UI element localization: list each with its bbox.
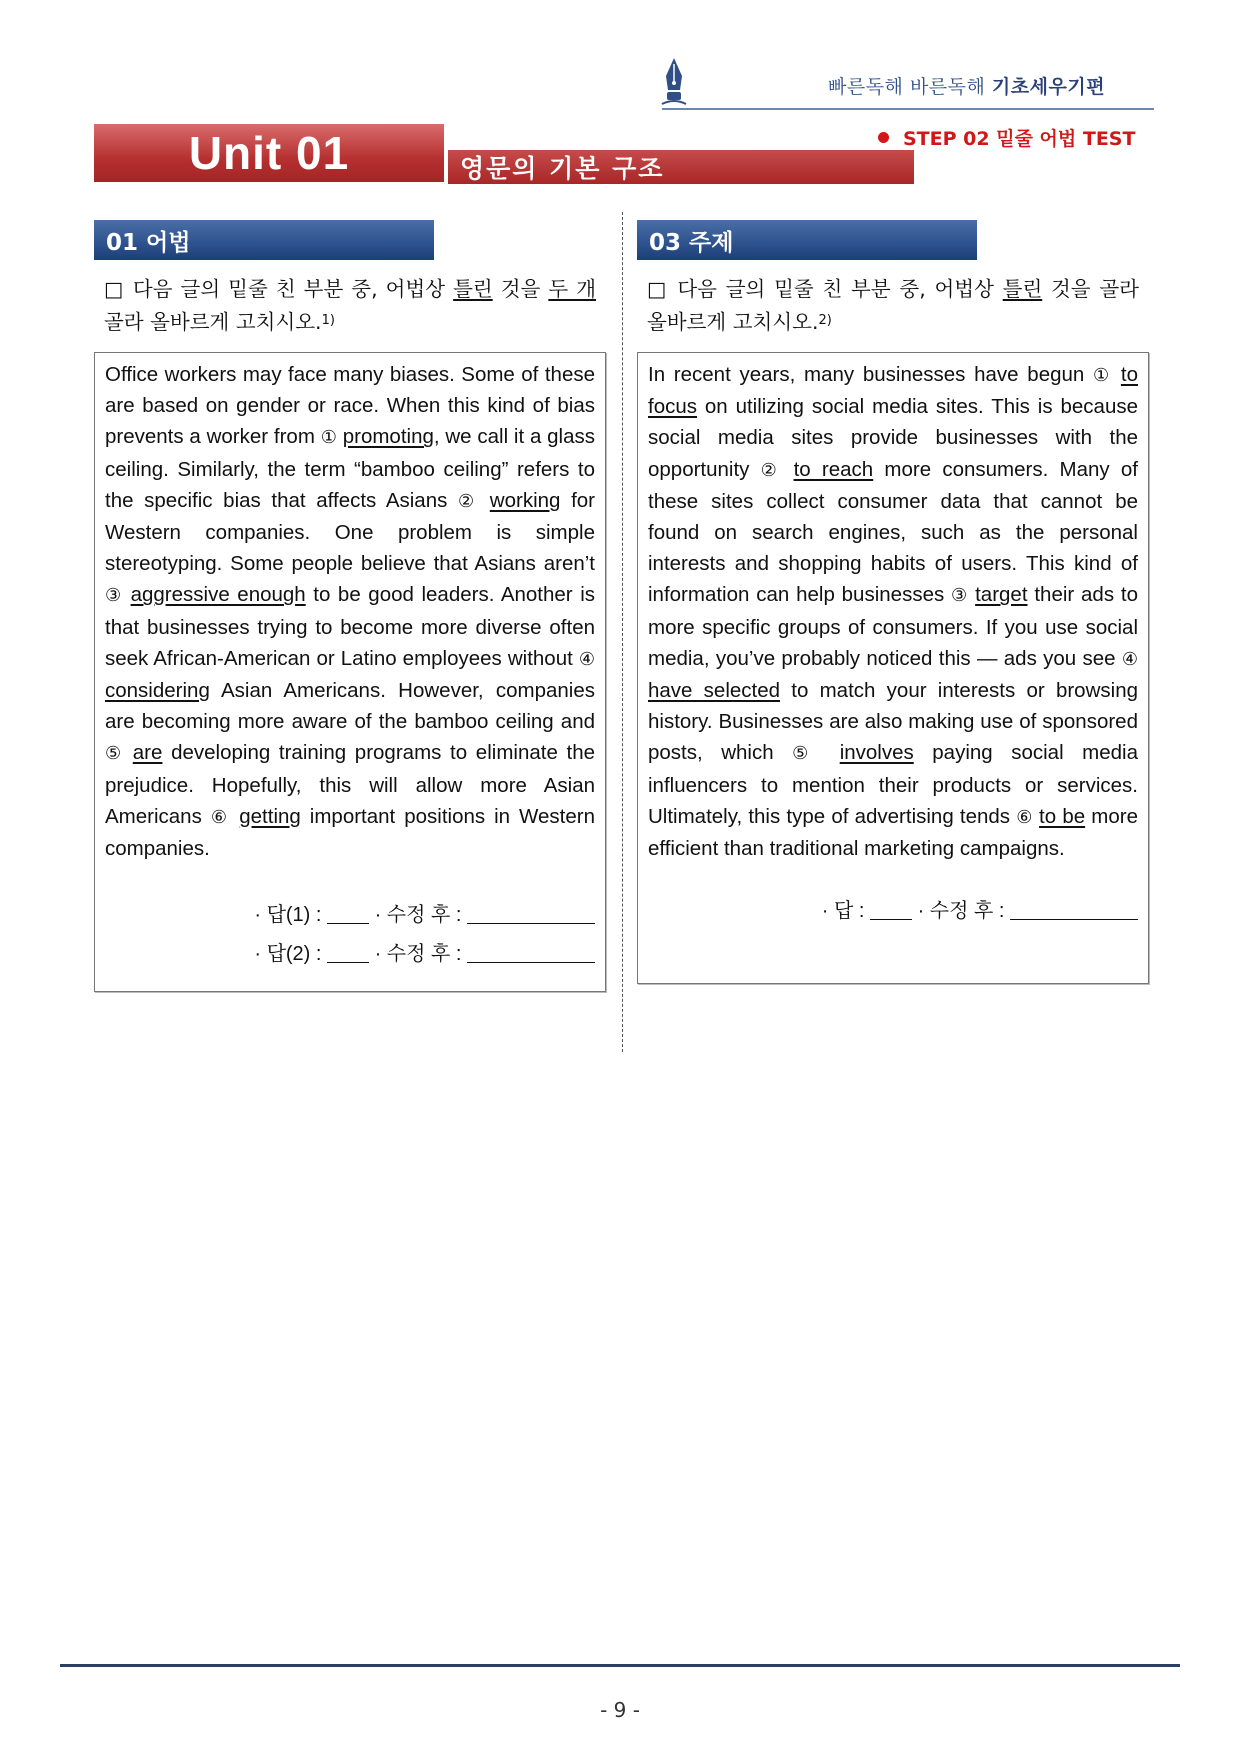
instruction-underline: 틀린 xyxy=(1002,277,1043,301)
instruction-2 xyxy=(647,274,1139,338)
revise-label: · 수정 후 : xyxy=(374,943,462,966)
underlined-choice: getting xyxy=(239,804,301,828)
passage-box-1 xyxy=(94,352,606,992)
answer-line-1 xyxy=(105,898,595,927)
section-heading-topic: 03 주제 xyxy=(637,220,977,260)
revise-blank[interactable] xyxy=(467,944,595,963)
column-divider xyxy=(622,212,623,1052)
choice-number: ④ xyxy=(578,648,595,670)
revise-blank[interactable] xyxy=(467,905,595,924)
underlined-choice: to be xyxy=(1039,804,1086,828)
fountain-pen-icon xyxy=(660,56,688,108)
unit-title: Unit 01 xyxy=(94,124,444,182)
choice-number: ④ xyxy=(1121,648,1138,670)
underlined-choice: to reach xyxy=(793,457,874,481)
page-number: - 9 - xyxy=(600,1698,640,1722)
choice-number: ⑥ xyxy=(1016,806,1033,828)
passage-1: Office workers may face many biases. Some of these are based on gender or race. When this kind of bias prevents a worker from ① promoting, we call it a glass ceiling. Similarly, the term “bamboo ceiling” refers to the specific bias that affects Asians ② working for Western companies. One problem is simple stereotyping. Some people believe that Asians aren’t ③ aggressive enough to be good leaders. Another is that businesses trying to become more diverse often seek African-American or Latino employees without ④ considering Asian Americans. However, companies are becoming more aware of the bamboo ceiling and ⑤ are developing training programs to eliminate the prejudice. Hopefully, this will allow more Asian Americans ⑥ getting important positions in Western companies. xyxy=(105,363,596,861)
underlined-choice: to focus xyxy=(648,363,1138,419)
underlined-choice: have selected xyxy=(648,679,781,703)
book-title-bold: 기초세우기편 xyxy=(991,76,1106,98)
revise-label: · 수정 후 : xyxy=(917,900,1005,923)
choice-number: ③ xyxy=(951,585,969,607)
instruction-1 xyxy=(104,274,596,338)
passage-2: In recent years, many businesses have begun ① to focus on utilizing social media sites. This is because social media sites provide businesses with the opportunity ② to reach more consumers. Many of these sites collect consumer data that cannot be found on search engines, such as the personal interests and shopping habits of users. This kind of information can help businesses ③ target their ads to more specific groups of consumers. If you use social media, you’ve probably noticed this — ads you see ④ have selected to match your interests or browsing history. Businesses are also making use of sponsored posts, which ⑤ involves paying social media influencers to mention their products or services. Ultimately, this type of advertising tends ⑥ to be more efficient than traditional marketing campaigns. xyxy=(648,363,1139,861)
instruction-text: 것을 xyxy=(492,277,549,301)
instruction-text: □ 다음 글의 밑줄 친 부분 중, 어법상 xyxy=(104,277,454,301)
unit-subtitle: 영문의 기본 구조 xyxy=(448,150,914,184)
answer-blank[interactable] xyxy=(327,944,369,963)
footnote-ref: 2) xyxy=(818,313,832,328)
header-divider xyxy=(662,108,1154,110)
instruction-underline: 틀린 xyxy=(453,277,493,301)
revise-label: · 수정 후 : xyxy=(374,904,462,927)
underlined-choice: target xyxy=(975,583,1028,607)
book-title-light: 빠른독해 바른독해 xyxy=(828,76,986,98)
answer-label: · 답(2) : xyxy=(254,943,322,966)
choice-number: ⑤ xyxy=(792,743,822,765)
step-label-text: STEP 02 밑줄 어법 TEST xyxy=(903,128,1136,150)
answer-blank[interactable] xyxy=(870,901,912,920)
passage-box-2 xyxy=(637,352,1149,984)
answer-label: · 답(1) : xyxy=(254,904,322,927)
instruction-underline: 두 개 xyxy=(548,277,596,301)
underlined-choice: promoting xyxy=(342,425,434,449)
choice-number: ① xyxy=(320,427,337,449)
instruction-text: 것을 골라 올바르게 고치시오. xyxy=(647,277,1139,334)
instruction-text: 골라 올바르게 고치시오. xyxy=(104,310,322,334)
choice-number: ② xyxy=(458,490,480,512)
underlined-choice: involves xyxy=(839,741,914,765)
choice-number: ⑤ xyxy=(105,743,125,765)
step-label xyxy=(878,124,1135,151)
footer-divider xyxy=(60,1664,1180,1667)
section-heading-grammar: 01 어법 xyxy=(94,220,434,260)
instruction-text: □ 다음 글의 밑줄 친 부분 중, 어법상 xyxy=(647,277,1003,301)
choice-number: ① xyxy=(1093,365,1113,386)
underlined-choice: are xyxy=(132,741,163,765)
bullet-icon xyxy=(878,132,889,143)
footnote-ref: 1) xyxy=(321,313,335,328)
choice-number: ③ xyxy=(105,585,124,607)
answer-line-2 xyxy=(105,937,595,966)
answer-label: · 답 : xyxy=(821,900,865,923)
revise-blank[interactable] xyxy=(1010,901,1138,920)
choice-number: ⑥ xyxy=(210,806,231,828)
underlined-choice: considering xyxy=(105,679,210,703)
answer-line xyxy=(648,894,1138,923)
underlined-choice: working xyxy=(489,488,561,512)
choice-number: ② xyxy=(760,459,783,481)
answer-blank[interactable] xyxy=(327,905,369,924)
book-title xyxy=(828,72,1105,99)
underlined-choice: aggressive enough xyxy=(130,583,306,607)
